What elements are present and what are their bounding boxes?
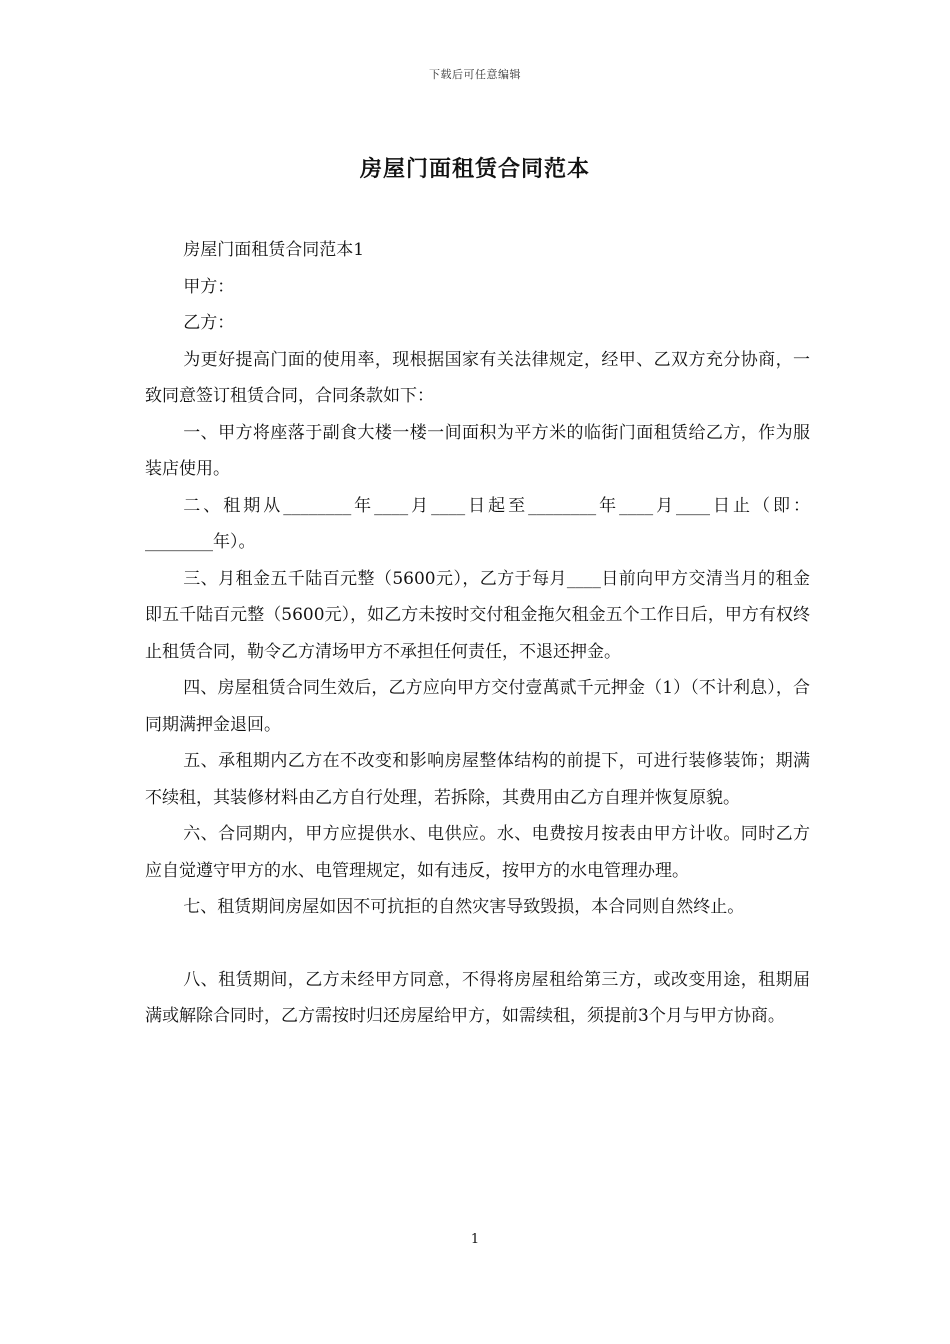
party-b-line: 乙方： (183, 313, 235, 333)
clause-4: 四、房屋租赁合同生效后，乙方应向甲方交付壹萬贰千元押金（1）（不计利息），合同期满押金退回。 (145, 678, 810, 735)
clause-6: 六、合同期内，甲方应提供水、电供应。水、电费按月按表由甲方计收。同时乙方应自觉遵守甲方的水、电管理规定，如有违反，按甲方的水电管理办理。 (145, 824, 810, 881)
clause-1: 一、甲方将座落于副食大楼一楼一间面积为平方米的临街门面租赁给乙方，作为服装店使用。 (145, 422, 810, 479)
party-a-line: 甲方： (183, 276, 235, 297)
page-number: 1 (470, 1232, 480, 1247)
clause-5: 五、承租期内乙方在不改变和影响房屋整体结构的前提下，可进行装修装饰；期满不续租，其装修材料由乙方自行处理，若拆除，其费用由乙方自理并恢复原貌。 (145, 751, 810, 808)
preamble-paragraph: 为更好提高门面的使用率，现根据国家有关法律规定，经甲、乙双方充分协商，一致同意签订租赁合同，合同条款如下： (145, 349, 810, 406)
clause-3: 三、月租金五千陆百元整（5600元），乙方于每月____日前向甲方交清当月的租金即五千陆百元整（5600元），如乙方未按时交付租金拖欠租金五个工作日后，甲方有权终止租赁合同，勒令乙方清场甲方不承担任何责任，不退还押金。 (145, 568, 810, 662)
clause-2: 二、租期从________年____月____日起至________年____月____日止（即：________年）。 (145, 495, 810, 552)
document-title: 房屋门面租赁合同范本 (359, 156, 590, 182)
contract-heading: 房屋门面租赁合同范本1 (183, 240, 365, 260)
document-body (145, 232, 810, 1035)
clause-7: 七、租赁期间房屋如因不可抗拒的自然灾害导致毁损，本合同则自然终止。 (183, 897, 745, 917)
header-note: 下载后可任意编辑 (429, 68, 521, 81)
clause-8: 八、租赁期间，乙方未经甲方同意，不得将房屋租给第三方，或改变用途，租期届满或解除合同时，乙方需按时归还房屋给甲方，如需续租，须提前3个月与甲方协商。 (145, 969, 810, 1026)
